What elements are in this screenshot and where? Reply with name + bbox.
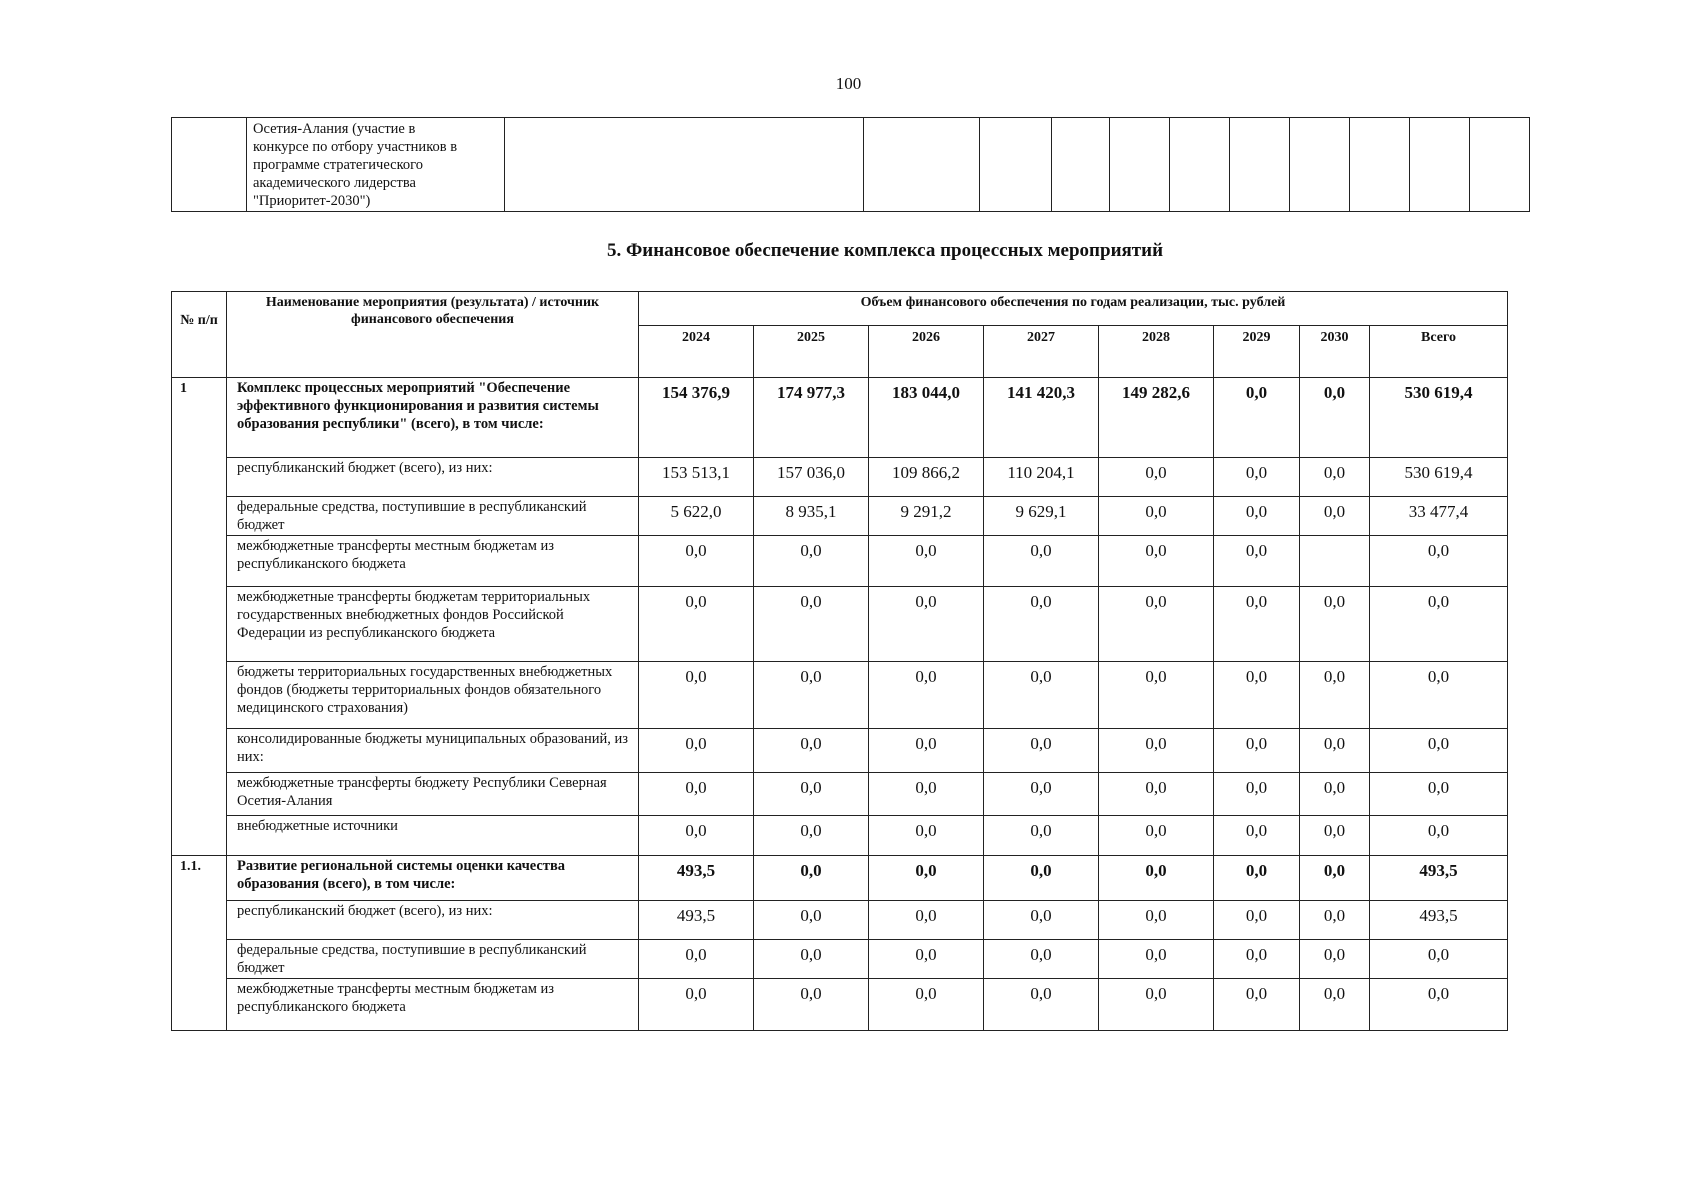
- header-year: 2029: [1214, 326, 1300, 378]
- cont-cell: [1350, 118, 1410, 212]
- row-value: 0,0: [1300, 662, 1370, 729]
- continuation-table: [171, 117, 1530, 212]
- row-value: 0,0: [1214, 587, 1300, 662]
- cont-cell: [1290, 118, 1350, 212]
- row-value: 0,0: [1099, 816, 1214, 856]
- row-name: федеральные средства, поступившие в республиканский бюджет: [227, 497, 639, 536]
- row-name: республиканский бюджет (всего), из них:: [227, 458, 639, 497]
- table-row: [172, 816, 1508, 856]
- row-value: 0,0: [1370, 979, 1508, 1031]
- row-value: 0,0: [984, 536, 1099, 587]
- row-value: 0,0: [1099, 773, 1214, 816]
- row-value: 0,0: [869, 940, 984, 979]
- row-value: 0,0: [754, 773, 869, 816]
- row-value: 0,0: [1099, 536, 1214, 587]
- row-value: 174 977,3: [754, 378, 869, 458]
- table-row: [172, 979, 1508, 1031]
- cont-text: [247, 118, 504, 210]
- row-value: 0,0: [1300, 979, 1370, 1031]
- row-value: 0,0: [754, 940, 869, 979]
- row-name: межбюджетные трансферты бюджету Республики Северная Осетия-Алания: [227, 773, 639, 816]
- row-name: Развитие региональной системы оценки качества образования (всего), в том числе:: [227, 856, 639, 901]
- row-value: 0,0: [1214, 497, 1300, 536]
- row-name: республиканский бюджет (всего), из них:: [227, 901, 639, 940]
- header-year: 2028: [1099, 326, 1214, 378]
- row-value: 0,0: [1370, 662, 1508, 729]
- row-name: внебюджетные источники: [227, 816, 639, 856]
- row-value: 0,0: [1300, 940, 1370, 979]
- row-value: 0,0: [984, 979, 1099, 1031]
- row-value: 0,0: [869, 662, 984, 729]
- row-value: 9 291,2: [869, 497, 984, 536]
- row-value: 110 204,1: [984, 458, 1099, 497]
- row-value: 0,0: [1300, 497, 1370, 536]
- cont-cell: [864, 118, 980, 212]
- row-value: 0,0: [1370, 940, 1508, 979]
- row-value: 0,0: [984, 587, 1099, 662]
- cont-cell: [1052, 118, 1110, 212]
- row-value: 0,0: [869, 729, 984, 773]
- header-row-1: [172, 292, 1508, 326]
- row-value: 0,0: [1370, 536, 1508, 587]
- row-value: 0,0: [869, 856, 984, 901]
- row-value: 0,0: [754, 587, 869, 662]
- row-name: межбюджетные трансферты местным бюджетам из республиканского бюджета: [227, 979, 639, 1031]
- cont-text-line: конкурсе по отбору участников в: [253, 139, 458, 155]
- cont-cell: [980, 118, 1052, 212]
- row-value: 0,0: [1300, 587, 1370, 662]
- row-value: 183 044,0: [869, 378, 984, 458]
- row-value: 0,0: [1214, 773, 1300, 816]
- row-value: 0,0: [1370, 729, 1508, 773]
- row-value: 0,0: [1214, 536, 1300, 587]
- cont-cell: [1230, 118, 1290, 212]
- row-value: 0,0: [639, 940, 754, 979]
- row-value: 0,0: [1099, 497, 1214, 536]
- row-value: 0,0: [984, 816, 1099, 856]
- row-value: 0,0: [639, 662, 754, 729]
- table-row: [172, 536, 1508, 587]
- row-value: 0,0: [1214, 662, 1300, 729]
- header-year: 2024: [639, 326, 754, 378]
- row-value: 0,0: [1214, 458, 1300, 497]
- header-num-col: № п/п: [172, 292, 227, 378]
- row-value: 0,0: [1214, 901, 1300, 940]
- row-value: 530 619,4: [1370, 458, 1508, 497]
- row-value: 0,0: [984, 856, 1099, 901]
- row-value: 8 935,1: [754, 497, 869, 536]
- row-value: 0,0: [1099, 856, 1214, 901]
- row-value: 0,0: [1099, 729, 1214, 773]
- row-value: 9 629,1: [984, 497, 1099, 536]
- row-value: 0,0: [869, 816, 984, 856]
- table-row: [172, 856, 1508, 901]
- cont-cell: [1170, 118, 1230, 212]
- cont-text-line: "Приоритет-2030"): [253, 193, 371, 209]
- header-name-col: Наименование мероприятия (результата) / источник финансового обеспечения: [227, 292, 639, 378]
- row-value: 0,0: [754, 856, 869, 901]
- row-value: 0,0: [869, 587, 984, 662]
- header-year: 2025: [754, 326, 869, 378]
- row-value: 0,0: [1300, 856, 1370, 901]
- table-row: [172, 901, 1508, 940]
- row-value: 33 477,4: [1370, 497, 1508, 536]
- row-name: консолидированные бюджеты муниципальных образований, из них:: [227, 729, 639, 773]
- row-value: 0,0: [1300, 901, 1370, 940]
- row-name: межбюджетные трансферты местным бюджетам из республиканского бюджета: [227, 536, 639, 587]
- table-row: [172, 587, 1508, 662]
- row-value: 0,0: [984, 662, 1099, 729]
- table-row: [172, 378, 1508, 458]
- table-row: [172, 497, 1508, 536]
- header-year: Всего: [1370, 326, 1508, 378]
- row-value: 0,0: [1214, 940, 1300, 979]
- row-value: 0,0: [869, 901, 984, 940]
- cont-cell: [505, 118, 864, 212]
- row-value: 0,0: [1099, 901, 1214, 940]
- row-value: 493,5: [639, 856, 754, 901]
- row-index: 1.1.: [172, 856, 227, 1031]
- row-value: 0,0: [1099, 979, 1214, 1031]
- finance-table: [171, 291, 1508, 1031]
- table-row: [172, 940, 1508, 979]
- table-row: [172, 662, 1508, 729]
- row-value: 0,0: [869, 536, 984, 587]
- row-name: бюджеты территориальных государственных внебюджетных фондов (бюджеты территориальных фондов обязательного медицинского страхования): [227, 662, 639, 729]
- header-volume-col: Объем финансового обеспечения по годам реализации, тыс. рублей: [639, 292, 1508, 326]
- row-value: 0,0: [1099, 587, 1214, 662]
- row-value: 493,5: [1370, 856, 1508, 901]
- row-value: 0,0: [1300, 458, 1370, 497]
- row-name: федеральные средства, поступившие в республиканский бюджет: [227, 940, 639, 979]
- cont-text-line: Осетия-Алания (участие в: [253, 121, 416, 137]
- row-value: 0,0: [639, 587, 754, 662]
- row-value: 5 622,0: [639, 497, 754, 536]
- row-value: 154 376,9: [639, 378, 754, 458]
- header-year: 2030: [1300, 326, 1370, 378]
- row-value: 0,0: [754, 901, 869, 940]
- table-row: [172, 773, 1508, 816]
- row-value: 0,0: [754, 729, 869, 773]
- cont-cell-name: [247, 118, 505, 212]
- page-number: 100: [835, 74, 862, 93]
- continuation-row: [172, 118, 1530, 212]
- row-value: 0,0: [869, 773, 984, 816]
- row-value: 0,0: [984, 773, 1099, 816]
- row-value: 0,0: [754, 662, 869, 729]
- row-value: 0,0: [1214, 816, 1300, 856]
- cont-cell-index: [172, 118, 247, 212]
- table-row: [172, 458, 1508, 497]
- row-value: 0,0: [1099, 940, 1214, 979]
- row-value: 0,0: [1300, 773, 1370, 816]
- header-year: 2026: [869, 326, 984, 378]
- row-value: 0,0: [1099, 662, 1214, 729]
- row-value: 530 619,4: [1370, 378, 1508, 458]
- row-value: 0,0: [639, 979, 754, 1031]
- row-name: межбюджетные трансферты бюджетам территориальных государственных внебюджетных фондов Российской Федерации из республиканского бюджета: [227, 587, 639, 662]
- row-value: 157 036,0: [754, 458, 869, 497]
- row-value: 0,0: [1099, 458, 1214, 497]
- row-value: 0,0: [754, 979, 869, 1031]
- row-value: 0,0: [754, 536, 869, 587]
- cont-cell: [1470, 118, 1530, 212]
- row-value: 0,0: [984, 940, 1099, 979]
- row-name: Комплекс процессных мероприятий "Обеспечение эффективного функционирования и развития системы образования республики" (всего), в том числе:: [227, 378, 639, 458]
- row-value: 0,0: [984, 729, 1099, 773]
- row-value: 0,0: [639, 729, 754, 773]
- cont-cell: [1410, 118, 1470, 212]
- row-value: 0,0: [639, 816, 754, 856]
- row-index: 1: [172, 378, 227, 856]
- row-value: 141 420,3: [984, 378, 1099, 458]
- row-value: 0,0: [1214, 856, 1300, 901]
- row-value: 153 513,1: [639, 458, 754, 497]
- row-value: 0,0: [869, 979, 984, 1031]
- row-value: 0,0: [1300, 816, 1370, 856]
- cont-text-line: академического лидерства: [253, 175, 416, 191]
- header-year: 2027: [984, 326, 1099, 378]
- row-value: 0,0: [1300, 729, 1370, 773]
- row-value: 493,5: [1370, 901, 1508, 940]
- row-value: 0,0: [639, 773, 754, 816]
- row-value: 0,0: [754, 816, 869, 856]
- row-value: 0,0: [1370, 773, 1508, 816]
- row-value: 0,0: [639, 536, 754, 587]
- row-value: 0,0: [1370, 587, 1508, 662]
- row-value: 109 866,2: [869, 458, 984, 497]
- row-value: 0,0: [1300, 378, 1370, 458]
- row-value: 493,5: [639, 901, 754, 940]
- row-value: [1300, 536, 1370, 587]
- row-value: 0,0: [1370, 816, 1508, 856]
- row-value: 0,0: [984, 901, 1099, 940]
- row-value: 0,0: [1214, 979, 1300, 1031]
- table-row: [172, 729, 1508, 773]
- cont-cell: [1110, 118, 1170, 212]
- cont-text-line: программе стратегического: [253, 157, 423, 173]
- row-value: 149 282,6: [1099, 378, 1214, 458]
- section-title: 5. Финансовое обеспечение комплекса процессных мероприятий: [606, 240, 1164, 261]
- row-value: 0,0: [1214, 729, 1300, 773]
- row-value: 0,0: [1214, 378, 1300, 458]
